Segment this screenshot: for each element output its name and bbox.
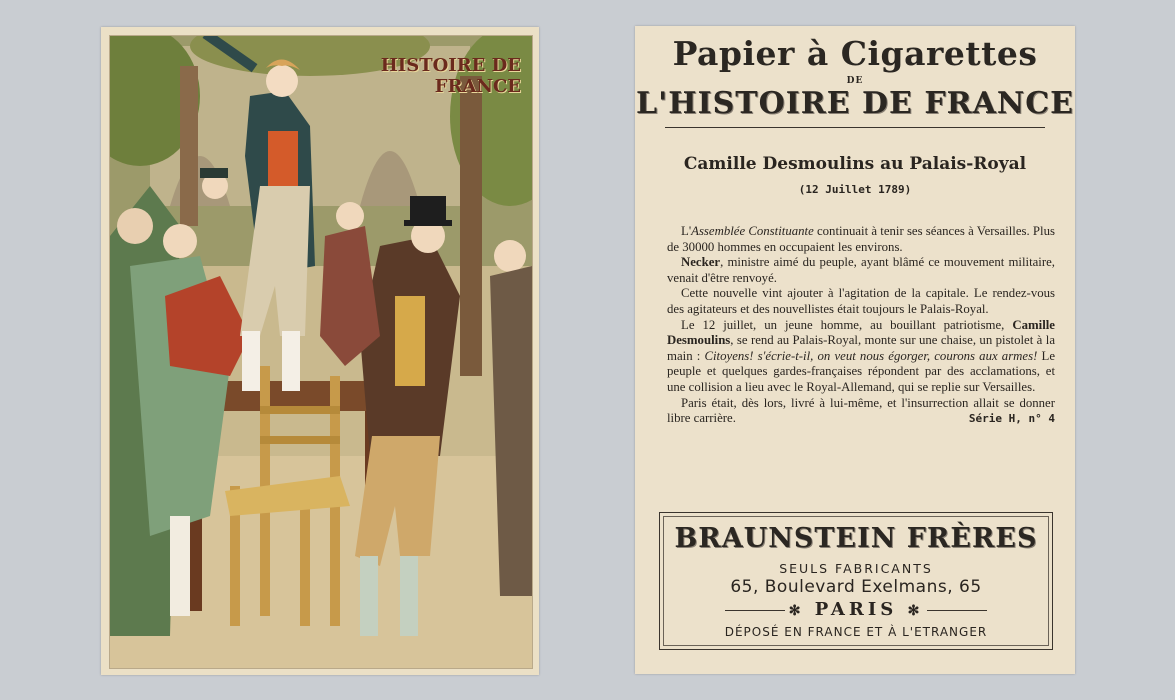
divider [927,610,987,611]
brand-title: Papier à Cigarettes [672,34,1038,73]
publisher-city-row [660,599,1052,620]
story-paragraph: Necker, ministre aimé du peuple, ayant blâmé ce mouvement militaire, venait d'être renvoyé. [667,255,1055,285]
series-number: Série H, n° 4 [968,412,1055,426]
publisher-city: PARIS [814,599,898,620]
story-paragraph: L'Assemblée Constituante continuait à tenir ses séances à Versailles. Plus de 30000 hommes en occupaient les environs. [667,224,1055,254]
publisher-address: 65, Boulevard Exelmans, 65 [730,577,982,597]
illustration-scene [110,36,532,668]
star-icon: ✻ [907,603,924,619]
story-paragraph: Cette nouvelle vint ajouter à l'agitation de la capitale. Le rendez-vous des agitateurs et des nouvellistes était toujours le Palais-Royal. [667,286,1055,316]
story-paragraph: Le 12 juillet, un jeune homme, au bouillant patriotisme, Camille Desmoulins, se rend au Palais-Royal, monte sur une chaise, un pistolet à la main : Citoyens! s'écrie-t-il, on veut nous égorger, courons aux armes! Le peuple et quelques gardes-françaises répondent par des acclamations, et une collision a lieu avec le Royal-Allemand, qui se replie sur Versailles. [667,317,1055,394]
brand-subtitle: L'HISTOIRE DE FRANCE [635,86,1075,121]
publisher-deposit: DÉPOSÉ EN FRANCE ET À L'ETRANGER [724,625,988,639]
story-paragraph: Paris était, dès lors, livré à lui-même, et l'insurrection allait se donner libre carrière. Série H, n° 4 [667,395,1055,426]
brand-de: DE [846,76,864,86]
front-card [101,27,539,675]
publisher-name: BRAUNSTEIN FRÈRES [674,523,1038,554]
publisher-box [659,512,1053,650]
front-title: HISTOIRE DE FRANCE [380,55,521,97]
star-icon: ✻ [788,603,805,619]
divider [725,610,785,611]
publisher-role: SEULS FABRICANTS [779,561,933,576]
back-card [635,26,1075,674]
story-date: (12 Juillet 1789) [798,183,912,196]
story-heading: Camille Desmoulins au Palais-Royal [683,154,1027,174]
illustration [109,35,533,669]
story-text [667,224,1055,427]
brand-rule [665,127,1045,128]
